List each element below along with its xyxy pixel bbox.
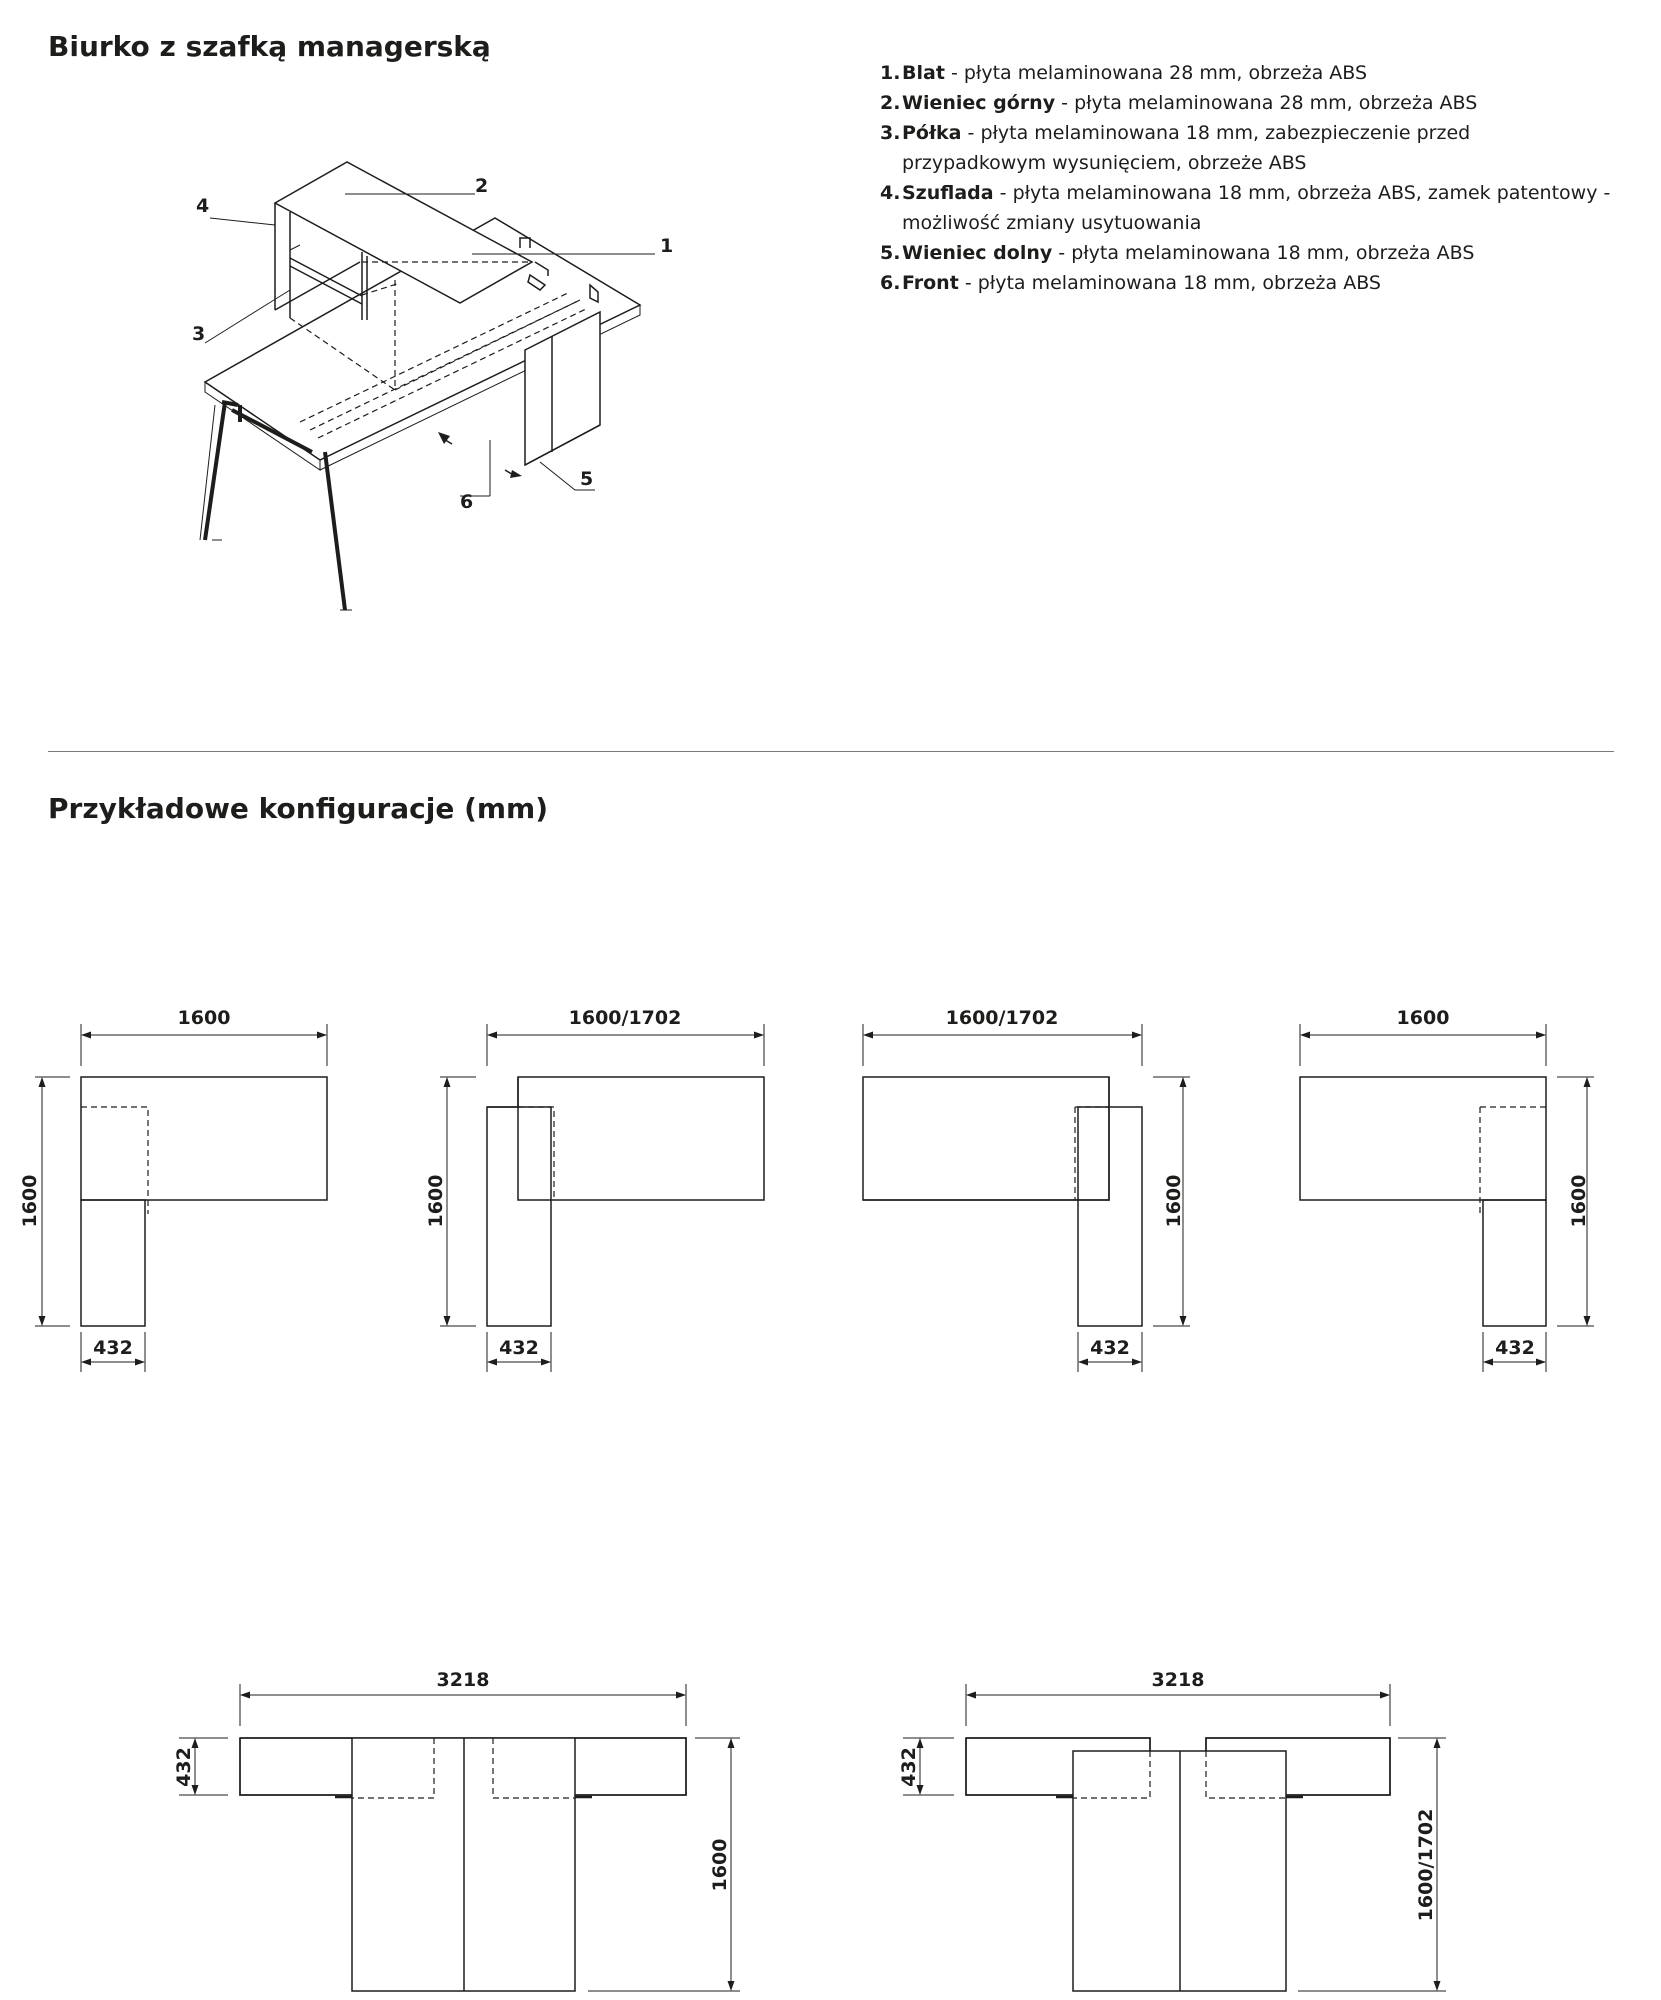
- dimension-width: 1600/1702: [568, 1007, 682, 1029]
- dimension-width: 3218: [436, 1669, 490, 1691]
- configurations-title: Przykładowe konfiguracje (mm): [48, 792, 549, 825]
- spec-dash: -: [1061, 92, 1075, 114]
- dimension-cabinet: 432: [93, 1337, 133, 1359]
- callout-3: 3: [192, 323, 206, 345]
- spec-name: Szuflada: [902, 182, 994, 204]
- config-4-drawing: [1300, 1007, 1594, 1372]
- spec-dash: -: [999, 182, 1013, 204]
- callout-1: 1: [660, 235, 674, 257]
- dimension-cabinet: 432: [898, 1747, 920, 1787]
- spec-dash: -: [1058, 242, 1072, 264]
- dimension-depth: 1600/1702: [1415, 1808, 1437, 1922]
- dimension-cabinet: 432: [1090, 1337, 1130, 1359]
- spec-description: płyta melaminowana 28 mm, obrzeża ABS: [963, 62, 1368, 84]
- product-title: Biurko z szafką managerską: [48, 30, 491, 63]
- dimension-depth: 1600: [19, 1174, 41, 1228]
- dimension-width: 1600/1702: [945, 1007, 1059, 1029]
- spec-description: płyta melaminowana 18 mm, obrzeża ABS, zamek patentowy - możliwość zmiany usytuowania: [902, 182, 1611, 234]
- spec-dash: -: [950, 62, 964, 84]
- dimension-cabinet: 432: [173, 1747, 195, 1787]
- spec-description: płyta melaminowana 28 mm, obrzeża ABS: [1074, 92, 1478, 114]
- spec-number: 3.: [880, 122, 901, 144]
- dimension-cabinet: 432: [1495, 1337, 1535, 1359]
- desk-isometric-drawing: [192, 162, 673, 610]
- spec-dash: -: [964, 272, 978, 294]
- spec-number: 4.: [880, 182, 901, 204]
- spec-description: płyta melaminowana 18 mm, zabezpieczenie przed przypadkowym wysunięciem, obrzeże ABS: [902, 122, 1471, 174]
- dimension-cabinet: 432: [499, 1337, 539, 1359]
- spec-description: płyta melaminowana 18 mm, obrzeża ABS: [977, 272, 1381, 294]
- callout-2: 2: [475, 175, 489, 197]
- dimension-depth: 1600: [1568, 1174, 1590, 1228]
- callout-4: 4: [196, 195, 210, 217]
- dimension-width: 1600: [1396, 1007, 1450, 1029]
- spec-number: 5.: [880, 242, 901, 264]
- config-3-drawing: [863, 1007, 1190, 1372]
- spec-name: Wieniec górny: [902, 92, 1056, 114]
- callout-6: 6: [460, 491, 474, 513]
- spec-number: 1.: [880, 62, 901, 84]
- config-2-drawing: [425, 1007, 764, 1372]
- spec-name: Wieniec dolny: [902, 242, 1053, 264]
- dimension-depth: 1600: [709, 1838, 731, 1892]
- spec-name: Półka: [902, 122, 962, 144]
- spec-description: płyta melaminowana 18 mm, obrzeża ABS: [1071, 242, 1475, 264]
- config-5-drawing: [173, 1669, 740, 1991]
- dimension-depth: 1600: [1163, 1174, 1185, 1228]
- callout-5: 5: [580, 468, 594, 490]
- dimension-width: 1600: [177, 1007, 231, 1029]
- spec-number: 2.: [880, 92, 901, 114]
- spec-name: Front: [902, 272, 959, 294]
- spec-dash: -: [967, 122, 981, 144]
- dimension-width: 3218: [1151, 1669, 1205, 1691]
- desk-leg: [325, 452, 345, 610]
- spec-number: 6.: [880, 272, 901, 294]
- config-6-drawing: [898, 1669, 1446, 1991]
- dimension-depth: 1600: [425, 1174, 447, 1228]
- spec-name: Blat: [902, 62, 945, 84]
- config-1-drawing: [19, 1007, 327, 1372]
